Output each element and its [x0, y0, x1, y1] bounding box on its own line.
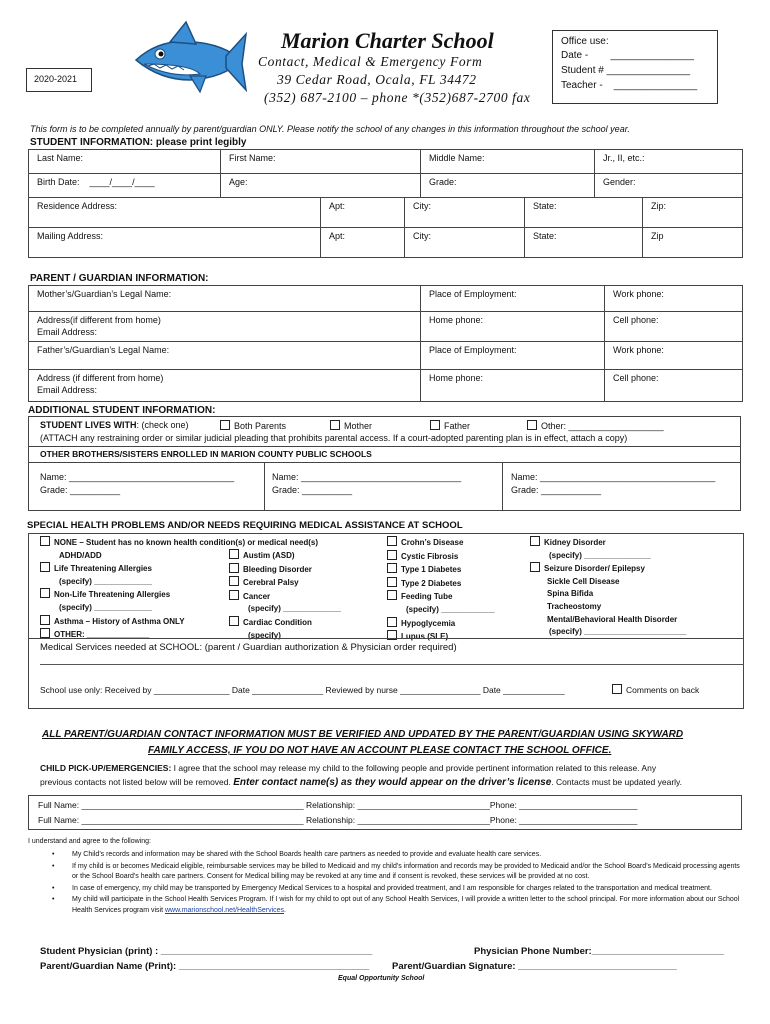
bleeding-label: Bleeding Disorder — [243, 564, 312, 574]
health-item-kidney-specify[interactable] — [530, 550, 686, 563]
school-title: Marion Charter School — [281, 28, 494, 53]
type1-label: Type 1 Diabetes — [401, 565, 462, 575]
contact-row-2[interactable]: Full Name: _______________________________________________ Relationship: ____________________________Phone: _________________________ — [38, 815, 638, 825]
parent-signature-field[interactable]: Parent/Guardian Signature: ______________________________ — [392, 961, 677, 972]
mailing-state-field[interactable]: State: — [525, 228, 643, 258]
med-services-line[interactable] — [40, 664, 744, 665]
residence-city-field[interactable]: City: — [405, 198, 525, 228]
med-services-label: Medical Services needed at SCHOOL: (parent / Guardian authorization & Physician order required) — [40, 642, 457, 653]
form-title: Contact, Medical & Emergency Form — [258, 54, 483, 69]
health-item-none[interactable] — [40, 536, 318, 550]
seizure-checkbox[interactable] — [530, 562, 540, 572]
spina-label: Spina Bifida — [547, 589, 594, 599]
shark-mascot-icon — [130, 20, 248, 96]
year-label: 2020-2021 — [34, 74, 78, 84]
lives-with-row — [40, 420, 189, 430]
physician-phone-field[interactable]: Physician Phone Number:_________________________ — [474, 946, 724, 957]
life-allergies-label: Life Threatening Allergies — [54, 564, 152, 574]
verify-line-2: FAMILY ACCESS, IF YOU DO NOT HAVE AN ACCOUNT PLEASE CONTACT THE SCHOOL OFFICE. — [148, 745, 612, 756]
agree-item-2: • If my child is or becomes Medicaid eligible, reimbursable services may be billed to Medicaid and my child’s information and records may be provided to Medicaid and/or the School Board’s Medicaid processing agents or the School Board’s health care partners. Consent for Medical billing may be revoked at any time and if consent is revoked, these services will be provided at no cost. — [72, 862, 744, 883]
pickup-label: CHILD PICK-UP/EMERGENCIES: — [40, 763, 172, 773]
office-student-field[interactable]: Student # _______________ — [561, 65, 691, 76]
feeding-label: Feeding Tube — [401, 592, 453, 602]
last-name-field[interactable]: Last Name: — [29, 150, 221, 174]
type2-checkbox[interactable] — [387, 577, 397, 587]
mother-label: Mother — [344, 421, 373, 431]
both-parents-label: Both Parents — [234, 421, 287, 431]
other-health-checkbox[interactable] — [40, 628, 50, 638]
health-item-cardiac[interactable] — [229, 616, 341, 630]
sibling-2-grade-field[interactable]: Grade: __________ — [272, 485, 353, 495]
mailing-address-field[interactable]: Mailing Address: — [29, 228, 321, 258]
mother-email-label: Email Address: — [37, 327, 98, 337]
school-phone: (352) 687-2100 – phone *(352)687-2700 fax — [264, 90, 531, 105]
office-teacher-field[interactable]: Teacher - _______________ — [561, 80, 698, 91]
type1-checkbox[interactable] — [387, 563, 397, 573]
none-label: NONE – Student has no known health condition(s) or medical need(s) — [54, 538, 319, 547]
both-parents-option[interactable] — [220, 420, 286, 431]
father-name-field[interactable]: Father’s/Guardian’s Legal Name: — [29, 342, 421, 370]
residence-state-field[interactable]: State: — [525, 198, 643, 228]
sibling-3-grade-field[interactable]: Grade: ____________ — [511, 485, 602, 495]
mother-home-phone-field[interactable]: Home phone: — [421, 312, 605, 342]
health-col-2 — [229, 549, 341, 642]
father-address-field[interactable] — [29, 370, 421, 402]
father-employment-field[interactable]: Place of Employment: — [421, 342, 605, 370]
comments-on-back[interactable] — [612, 684, 699, 695]
crohns-checkbox[interactable] — [387, 536, 397, 546]
other-checkbox[interactable] — [527, 420, 537, 430]
attach-note: (ATTACH any restraining order or similar judicial pleading that prohibits parental access. If a court-adopted parenting plan is in effect, attach a copy) — [40, 433, 628, 443]
feeding-specify-label: (specify) ____________ — [406, 604, 495, 614]
health-item-mental[interactable] — [530, 614, 686, 627]
mental-specify-label: (specify) _______________________ — [549, 627, 687, 637]
parent-info-table — [28, 285, 743, 402]
mailing-apt-field[interactable]: Apt: — [321, 228, 405, 258]
health-item-autism[interactable] — [229, 549, 341, 563]
health-item-feeding[interactable] — [387, 590, 495, 604]
father-address-label: Address (if different from home) — [37, 373, 164, 383]
sibling-2-name-field[interactable]: Name: ________________________________ — [272, 472, 462, 482]
sickle-label: Sickle Cell Disease — [547, 576, 620, 586]
school-address: 39 Cedar Road, Ocala, FL 34472 — [277, 72, 477, 87]
asthma-checkbox[interactable] — [40, 615, 50, 625]
kidney-label: Kidney Disorder — [544, 538, 606, 547]
kidney-specify-label: (specify) _______________ — [549, 550, 651, 560]
other-health-label: OTHER: ______________ — [54, 630, 150, 640]
health-item-cystic[interactable] — [387, 550, 495, 564]
sibling-3-name-field[interactable]: Name: ___________________________________ — [511, 472, 716, 482]
nonlife-allergies-checkbox[interactable] — [40, 588, 50, 598]
office-date-field[interactable]: Date - _______________ — [561, 50, 694, 61]
gender-field[interactable]: Gender: — [595, 174, 743, 198]
father-home-phone-field[interactable]: Home phone: — [421, 370, 605, 402]
first-name-field[interactable]: First Name: — [221, 150, 421, 174]
age-field[interactable]: Age: — [221, 174, 421, 198]
health-item-sickle[interactable] — [530, 576, 686, 589]
health-item-cerebral[interactable] — [229, 576, 341, 590]
parent-info-heading: PARENT / GUARDIAN INFORMATION: — [30, 273, 209, 284]
school-use-line: School use only: Received by ________________ Date _______________ Reviewed by nurse _________________ Date _____________ — [40, 685, 565, 695]
health-item-bleeding[interactable] — [229, 563, 341, 577]
autism-label: Austim (ASD) — [243, 551, 295, 560]
health-item-crohns[interactable] — [387, 536, 495, 550]
other-label: Other: ___________________ — [541, 421, 664, 431]
mother-checkbox[interactable] — [330, 420, 340, 430]
agree-item-4 — [72, 895, 744, 916]
grade-field[interactable]: Grade: — [421, 174, 595, 198]
father-label: Father — [444, 421, 471, 431]
lives-with-label: STUDENT LIVES WITH — [40, 420, 137, 430]
pickup-end: . Contacts must be updated yearly. — [551, 777, 683, 787]
residence-apt-field[interactable]: Apt: — [321, 198, 405, 228]
father-work-phone-field[interactable]: Work phone: — [605, 342, 743, 370]
crohns-label: Crohn’s Disease — [401, 538, 464, 547]
cardiac-specify-label: (specify) _____________ — [248, 630, 341, 640]
type2-label: Type 2 Diabetes — [401, 578, 462, 588]
check-one-label: : (check one) — [136, 420, 189, 430]
health-services-link[interactable]: www.marionschool.net/HealthServices — [164, 906, 285, 914]
health-item-cancer[interactable] — [229, 590, 341, 604]
parent-name-field[interactable]: Parent/Guardian Name (Print): ____________________________________ — [40, 961, 370, 972]
cardiac-label: Cardiac Condition — [243, 617, 312, 627]
father-option[interactable] — [430, 420, 470, 431]
other-option[interactable] — [527, 420, 664, 431]
seizure-label: Seizure Disorder/ Epilepsy — [544, 564, 645, 574]
pickup-paragraph — [40, 761, 740, 790]
sibling-1-name-field[interactable]: Name: _________________________________ — [40, 472, 235, 482]
mother-work-phone-field[interactable]: Work phone: — [605, 286, 743, 312]
additional-divider — [28, 446, 741, 447]
office-use-label: Office use: — [561, 36, 609, 47]
sibling-1-grade-field[interactable]: Grade: __________ — [40, 485, 121, 495]
health-item-spina[interactable] — [530, 588, 686, 601]
residence-zip-field[interactable]: Zip: — [643, 198, 743, 228]
health-item-type2[interactable] — [387, 577, 495, 591]
health-item-feeding-specify[interactable] — [387, 604, 495, 617]
agree-item-3: • In case of emergency, my child may be transported by Emergency Medical Services to a hospital and provided treatment, and I am responsible for charges related to the transportation and medical treatment. — [72, 884, 744, 895]
birth-date-field[interactable]: Birth Date: ____/____/____ — [29, 174, 221, 198]
footer-equal-opportunity: Equal Opportunity School — [338, 975, 425, 982]
middle-name-field[interactable]: Middle Name: — [421, 150, 595, 174]
adhd-label: ADHD/ADD — [59, 550, 102, 560]
feeding-checkbox[interactable] — [387, 590, 397, 600]
mother-employment-field[interactable]: Place of Employment: — [421, 286, 605, 312]
cerebral-checkbox[interactable] — [229, 576, 239, 586]
hypoglycemia-checkbox[interactable] — [387, 617, 397, 627]
none-checkbox[interactable] — [40, 536, 50, 546]
suffix-field[interactable]: Jr., II, etc.: — [595, 150, 743, 174]
health-col-3 — [387, 536, 495, 644]
health-item-kidney[interactable] — [530, 536, 686, 550]
nonlife-allergies-label: Non-Life Threatening Allergies — [54, 590, 171, 600]
siblings-heading: OTHER BROTHERS/SISTERS ENROLLED IN MARION COUNTY PUBLIC SCHOOLS — [40, 449, 372, 459]
mental-label: Mental/Behavioral Health Disorder — [547, 614, 678, 624]
kidney-checkbox[interactable] — [530, 536, 540, 546]
mailing-zip-field[interactable]: Zip — [643, 228, 743, 258]
physician-field[interactable]: Student Physician (print) : ________________________________________ — [40, 946, 373, 957]
agree-item-1: • My Child’s records and information may be shared with the School Boards health care partners as needed to provide and evaluate health care services. — [72, 850, 744, 861]
asthma-label: Asthma – History of Asthma ONLY — [54, 616, 185, 626]
cystic-checkbox[interactable] — [387, 550, 397, 560]
mother-address-field[interactable] — [29, 312, 421, 342]
health-item-type1[interactable] — [387, 563, 495, 577]
health-item-trach[interactable] — [530, 601, 686, 614]
comments-label: Comments on back — [626, 685, 700, 695]
health-heading: SPECIAL HEALTH PROBLEMS AND/OR NEEDS REQUIRING MEDICAL ASSISTANCE AT SCHOOL — [27, 520, 463, 531]
nonlife-specify-label: (specify) _____________ — [59, 602, 152, 612]
student-info-heading: STUDENT INFORMATION: please print legibly — [30, 137, 247, 148]
health-item-hypoglycemia[interactable] — [387, 617, 495, 631]
father-cell-phone-field[interactable]: Cell phone: — [605, 370, 743, 402]
lupus-label: Lupus (SLE) — [401, 632, 449, 642]
health-item-cardiac-specify[interactable] — [229, 630, 341, 643]
mother-cell-phone-field[interactable]: Cell phone: — [605, 312, 743, 342]
mother-address-label: Address(if different from home) — [37, 315, 161, 325]
father-checkbox[interactable] — [430, 420, 440, 430]
cancer-label: Cancer — [243, 591, 271, 601]
health-item-mental-specify[interactable] — [530, 626, 686, 639]
cancer-specify-label: (specify) _____________ — [248, 604, 341, 614]
mother-name-field[interactable]: Mother’s/Guardian’s Legal Name: — [29, 286, 421, 312]
health-col-4 — [530, 536, 686, 639]
health-item-seizure[interactable] — [530, 562, 686, 576]
agree-list — [72, 850, 744, 916]
health-item-cancer-specify[interactable] — [229, 603, 341, 616]
student-info-table — [28, 149, 743, 258]
notice-text: This form is to be completed annually by parent/guardian ONLY. Please notify the school of any changes in this information throughout the school year. — [30, 124, 630, 134]
agree-item-4-end: . — [284, 906, 286, 914]
pickup-bold: Enter contact name(s) as they would appear on the driver’s license — [233, 777, 552, 788]
agree-item-4-text: My child will participate in the School Health Services Program. If I wish for my child to opt out of any School Health Services, I will provide a written letter to the school principal. For more information about our School Health Services program visit — [72, 896, 740, 914]
agree-intro: I understand and agree to the following: — [28, 838, 151, 845]
pickup-text-2: previous contacts not listed below will be removed. — [40, 777, 234, 787]
siblings-col-divider-1 — [264, 462, 265, 511]
cancer-checkbox[interactable] — [229, 590, 239, 600]
autism-checkbox[interactable] — [229, 549, 239, 559]
hypoglycemia-label: Hypoglycemia — [401, 618, 456, 628]
both-parents-checkbox[interactable] — [220, 420, 230, 430]
additional-info-heading: ADDITIONAL STUDENT INFORMATION: — [28, 405, 216, 416]
bleeding-checkbox[interactable] — [229, 563, 239, 573]
residence-address-field[interactable]: Residence Address: — [29, 198, 321, 228]
cerebral-label: Cerebral Palsy — [243, 578, 299, 588]
mailing-city-field[interactable]: City: — [405, 228, 525, 258]
siblings-divider — [28, 462, 741, 463]
cystic-label: Cystic Fibrosis — [401, 551, 459, 561]
mother-option[interactable] — [330, 420, 372, 431]
contact-row-1[interactable]: Full Name: _______________________________________________ Relationship: ____________________________Phone: _________________________ — [38, 800, 638, 810]
comments-checkbox[interactable] — [612, 684, 622, 694]
cardiac-checkbox[interactable] — [229, 616, 239, 626]
life-allergies-checkbox[interactable] — [40, 562, 50, 572]
pickup-text: I agree that the school may release my child to the following people and provide pertinent information related to this release. Any — [171, 763, 657, 773]
life-allergies-specify-label: (specify) _____________ — [59, 576, 152, 586]
father-email-label: Email Address: — [37, 385, 98, 395]
health-divider — [28, 638, 744, 639]
verify-line-1: ALL PARENT/GUARDIAN CONTACT INFORMATION MUST BE VERIFIED AND UPDATED BY THE PARENT/GUARDIAN USING SKYWARD — [42, 729, 684, 740]
trach-label: Tracheostomy — [547, 601, 602, 611]
siblings-col-divider-2 — [502, 462, 503, 511]
